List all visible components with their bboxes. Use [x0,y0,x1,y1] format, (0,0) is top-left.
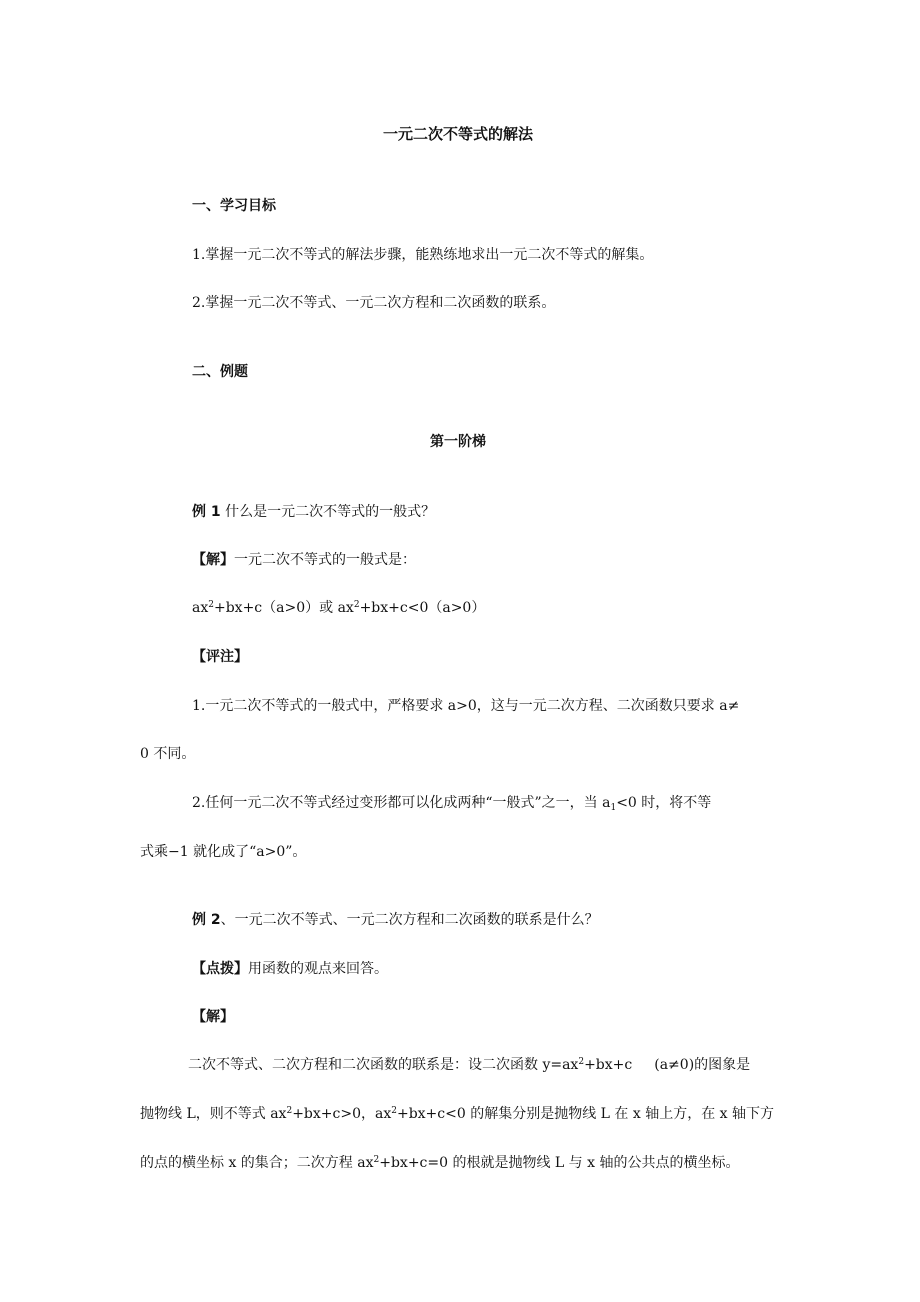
exponent: 2 [373,1155,380,1165]
formula-part: +bx+c<0（a>0） [359,600,486,616]
comment-1-line-2: 0 不同。 [140,746,196,762]
goal-item-1: 1.掌握一元二次不等式的解法步骤，能熟练地求出一元二次不等式的解集。 [192,247,654,263]
comment-label: 【评注】 [192,649,248,665]
formula-part: ax [192,600,209,616]
solution-text: 的点的横坐标 x 的集合；二次方程 ax [140,1155,374,1171]
comment-1-line-1: 1.一元二次不等式的一般式中，严格要求 a>0，这与一元二次方程、二次函数只要求 a≠ [192,698,740,714]
exponent: 2 [208,600,214,610]
example-2-text: 、一元二次不等式、一元二次方程和二次函数的联系是什么？ [220,912,599,928]
example-2-solution-line-1 [188,1055,750,1075]
section-heading-goals: 一、学习目标 [192,198,276,214]
example-1-label: 例 1 [192,504,221,520]
example-2-question [192,910,599,930]
exponent: 2 [578,1057,585,1067]
example-2-label: 例 2 [192,912,221,928]
example-1-solution [192,550,416,570]
example-2-solution-line-3 [140,1153,739,1173]
solution-text: 抛物线 L，则不等式 ax [140,1106,287,1122]
solution-text: 一元二次不等式的一般式是： [234,552,416,568]
page-title: 一元二次不等式的解法 [383,125,534,143]
solution-text: 二次不等式、二次方程和二次函数的联系是：设二次函数 y=ax [188,1057,579,1073]
subscript: 1 [610,803,617,813]
solution-text: +bx+c<0 的解集分别是抛物线 L 在 x 轴上方，在 x 轴下方 [396,1106,775,1122]
formula-part: +bx+c（a>0）或 ax [213,600,354,616]
comment-2-line-2: 式乘−1 就化成了“a>0”。 [140,844,307,860]
comment-2-line-1 [192,793,711,813]
exponent: 2 [391,1106,397,1116]
section-heading-examples: 二、例题 [192,364,248,380]
example-1-text: 什么是一元二次不等式的一般式？ [225,504,436,520]
comment-text: 2.任何一元二次不等式经过变形都可以化成两种“一般式”之一，当 a [192,795,611,811]
solution-text: +bx+c=0 的根就是抛物线 L 与 x 轴的公共点的横坐标。 [379,1155,740,1171]
stage-heading: 第一阶梯 [430,434,486,450]
solution-label: 【解】 [192,552,234,568]
goal-item-2: 2.掌握一元二次不等式、一元二次方程和二次函数的联系。 [192,295,556,311]
solution-text: (a≠0)的图象是 [654,1057,751,1073]
hint-text: 用函数的观点来回答。 [248,961,388,977]
solution-text: +bx+c [584,1057,633,1073]
exponent: 2 [286,1106,293,1116]
example-1-question [192,502,435,522]
exponent: 2 [353,600,360,610]
example-2-solution-label: 【解】 [192,1009,234,1025]
general-form-formula [192,598,485,618]
solution-text: +bx+c>0，ax [292,1106,392,1122]
hint-label: 【点拨】 [192,961,248,977]
example-2-solution-line-2 [140,1104,774,1124]
comment-text: <0 时，将不等 [616,795,712,811]
example-2-hint [192,959,388,979]
